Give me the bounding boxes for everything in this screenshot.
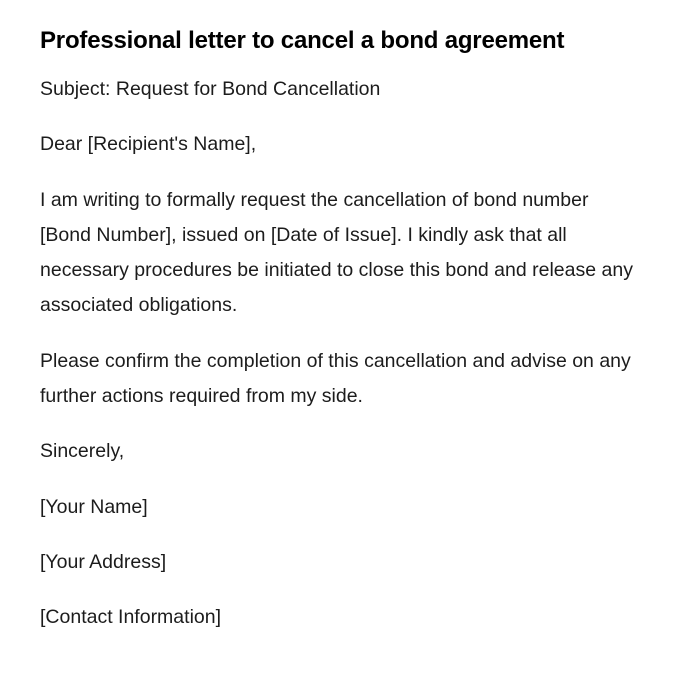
subject-line: Subject: Request for Bond Cancellation: [40, 78, 381, 100]
document-title: Professional letter to cancel a bond agreement: [40, 27, 565, 54]
body-paragraph-2: Please confirm the completion of this cancellation and advise on any further actions required from my side.: [40, 349, 631, 408]
signature-address: [Your Address]: [40, 550, 167, 573]
salutation: Dear [Recipient's Name],: [40, 133, 257, 156]
signature-contact: [Contact Information]: [40, 606, 222, 629]
body-paragraph-1: I am writing to formally request the cancellation of bond number [Bond Number], issued on [Date of Issue]. I kindly ask that all necessary procedures be initiated to close this bond and release any associated obligations.: [40, 188, 633, 317]
signature-name: [Your Name]: [40, 495, 148, 518]
closing: Sincerely,: [40, 440, 125, 463]
